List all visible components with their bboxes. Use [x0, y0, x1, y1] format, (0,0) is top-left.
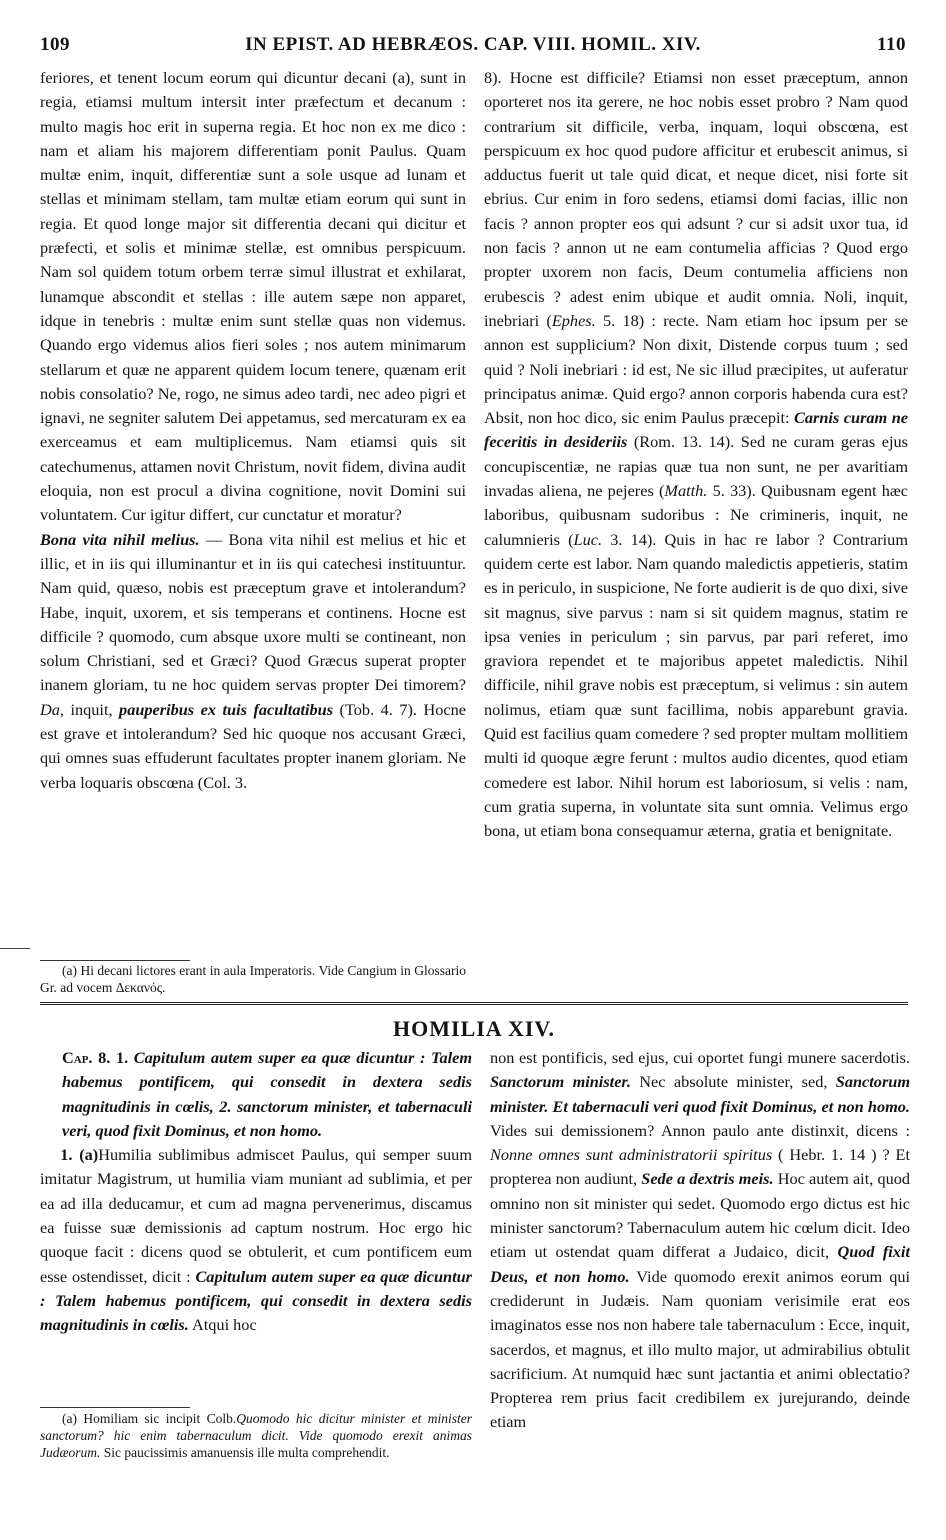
- paragraph: 8). Hocne est difficile? Etiamsi non esset præceptum, annon oporteret nos ita gerere, ne hoc nobis esset probro ? Nam quod contrarium sit difficile, verba, inquam, loqui obscœna, est perspicuum ex hoc quod pudore afficitur et erubescit animus, si adductus fuerit ut tale quid dicat, et neque dicet, nisi forte sit ebrius. Cur enim in foro sedens, etiamsi domi facias, illic non facis ? annon propter eos qui adsunt ? cur si adsit uxor tua, id non facis ? annon ut ne eam contumelia afficias ? Quod ergo propter uxorem non facis, Deum contumelia afficiens non erubescis ? adest enim ubique et audit omnia. Noli, inquit, inebriari (Ephes. 5. 18) : recte. Nam etiam hoc ipsum per se annon est supplicium? Non dixit, Distende corpus tuum ; sed quid ? Noli inebriari : id est, Ne sic illud præcipites, ut auferatur principatus animæ. Quid ergo? annon corporis habenda cura est? Absit, non hoc dico, sic enim Paulus præcepit: Carnis curam ne feceritis in desideriis (Rom. 13. 14). Sed ne curam geras ejus concupiscentiæ, ne rapias quæ tua non sunt, ne per avaritiam invadas aliena, ne pejeres (Matth. 5. 33). Quibusnam egent hæc laboribus, quibusnam sudoribus : Ne crimineris, inquit, ne calumnieris (Luc. 3. 14). Quis in hac re labor ? Contrarium quidem certe est labor. Nam quando maledictis appetieris, statim es in periculo, in suspicione, Ne forte audierit is de quo dixi, sive sit magnus, sive parvus : nam si sit quidem magnus, statim re ipsa venies in periculum ; sin parvus, par pari referet, imo graviora rependet et te majoribus appetet maledictis. Nihil difficile, nihil grave nobis est præceptum, si velimus : sin autem nolimus, etiam quæ sunt facillima, nobis apparebunt gravia. Quid est facilius quam comedere ? sed propter multam mollitiem multi id quoque ægre ferunt : multos audio dicentes, quod etiam comedere est labor. Nihil horum est laboriosum, si velis : nam, cum gratia superna, in voluntate sita sunt omnia. Velimus ergo bona, ut etiam bona consequamur æterna, gratia et benignitate.: [484, 68, 909, 841]
- footnote-bottom: (a) Homiliam sic incipit Colb.Quomodo hic dicitur minister et minister sanctorum? hic enim tabernaculum dicit. Vide quomodo erexit animas Judæorum. Sic paucissimis amanuensis ille multa comprehendit.: [40, 1411, 473, 1460]
- page-number-right: 110: [877, 34, 906, 55]
- running-title: IN EPIST. AD HEBRÆOS. CAP. VIII. HOMIL. XIV.: [245, 34, 701, 55]
- running-head: [40, 34, 906, 64]
- section-divider: [40, 1002, 908, 1007]
- margin-mark: [0, 948, 30, 949]
- bottom-right-column: [490, 1046, 910, 1435]
- paragraph: feriores, et tenent locum eorum qui dicuntur decani (a), sunt in regia, etiamsi multum intersit inter præfectum et decanum : multo magis hoc erit in superna regia. Et hoc non ex me dico : nam et aliam his majorem differentiam ponit Paulus. Quam multæ enim, inquit, differentiæ sunt a sole usque ad lunam et stellas et minimam stellam, tam multæ etiam eorum qui sunt in regia. Et quod longe major sit differentia decani qui dicitur et præfecti, et solis et minimæ stellæ, est omnibus perspicuum. Nam sol quidem totum orbem terræ simul illustrat et exhilarat, lunamque abscondit et stellas : ille autem sæpe non apparet, idque in tenebris : multæ enim sunt stellæ quas non videmus. Quando ergo videmus alios fieri soles ; nos autem minimarum stellarum et quæ ne apparent quidem locum tenere, quænam erit nobis consolatio? Ne, rogo, ne simus adeo tardi, nec adeo pigri et ignavi, ne segniter salutem Dei appetamus, sed mercaturam ex ea exerceamus et eam multiplicemus. Nam etiamsi quis sit catechumenus, attamen novit Christum, novit fidem, divina audit eloquia, non est procul a divina cognitione, novit Domini sui voluntatem. Cur igitur differt, cur cunctatur et moratur?: [40, 68, 466, 525]
- homily-title: HOMILIA XIV.: [393, 1016, 555, 1041]
- footnote-top: (a) Hi decani lictores erant in aula Imperatoris. Vide Cangium in Glossario Gr. ad vocem Δεκανός.: [40, 963, 466, 995]
- chapter-summary: Cap. 8. 1. Capitulum autem super ea quæ dicuntur : Talem habemus pontificem, qui consedit in dextera sedis magnitudinis in cœlis, 2. sanctorum minister, et tabernaculi veri, quod fixit Dominus, et non homo.: [62, 1048, 472, 1140]
- page-number-left: 109: [40, 34, 70, 55]
- footnote-rule: [40, 960, 190, 961]
- top-left-column: [40, 66, 466, 795]
- footnote-rule: [40, 1407, 190, 1408]
- paragraph: 1. (a)Humilia sublimibus admiscet Paulus, qui semper suum imitatur Magistrum, ut humilia viam muniant ad sublimia, et per ea ad illa deducamur, et cum ad magna pervenerimus, discamus ea fuisse suæ demissionis ad captum nostrum. Hoc ergo hic quoque facit : dicens quod se obtulerit, et cum pontificem eum esse ostendisset, dicit : Capitulum autem super ea quæ dicuntur : Talem habemus pontificem, qui consedit in dextera sedis magnitudinis in cœlis. Atqui hoc: [40, 1145, 473, 1335]
- sidenote: Bona vita nihil melius.: [40, 529, 200, 549]
- paragraph: Bona vita nihil melius. — Bona vita nihil est melius et hic et illic, et in iis qui illuminantur et in iis qui catechesi instituuntur. Nam quid, quæso, nobis est præceptum grave et intolerandum? Habe, inquit, uxorem, et sis temperans et continens. Hocne est difficile ? quomodo, cum absque uxore multi se contineant, non solum Christiani, sed et Græci? Quod Græcus superat propter inanem gloriam, tu ne hoc quidem servas propter Dei timorem? Da, inquit, pauperibus ex tuis facultatibus (Tob. 4. 7). Hocne est grave et intolerandum? Sed hic quoque nos accusant Græci, qui omnes suas effuderunt facultates propter inanem gloriam. Ne verba loquaris obscœna (Col. 3.: [40, 529, 467, 792]
- top-right-column: [484, 66, 908, 844]
- paragraph: non est pontificis, sed ejus, cui oportet fungi munere sacerdotis. Sanctorum minister. Nec absolute minister, sed, Sanctorum minister. Et tabernaculi veri quod fixit Dominus, et non homo. Vides sui demissionem? Annon paulo ante distinxit, dicens : Nonne omnes sunt administratorii spiritus ( Hebr. 1. 14 ) ? Et propterea non audiunt, Sede a dextris meis. Hoc autem ait, quod omnino non sit minister qui sedet. Quomodo ergo dictus est hic minister sanctorum? Tabernaculum autem hic cœlum dicit. Ideo etiam ut ostendat quam differat a Judaico, dicit, Quod fixit Deus, et non homo. Vide quomodo erexit animos eorum qui crediderunt in Judæis. Nam quoniam verisimile erat eos imaginatos esse nos non habere tale tabernaculum : Ecce, inquit, sacerdos, et magnus, et illo multo major, ut admirabilius obtulit sacrificium. At numquid hæc sunt jactantia et animi oblectatio? Propterea rem prius facit credibilem ex jurejurando, deinde etiam: [490, 1048, 911, 1432]
- bottom-left-column: [40, 1046, 472, 1338]
